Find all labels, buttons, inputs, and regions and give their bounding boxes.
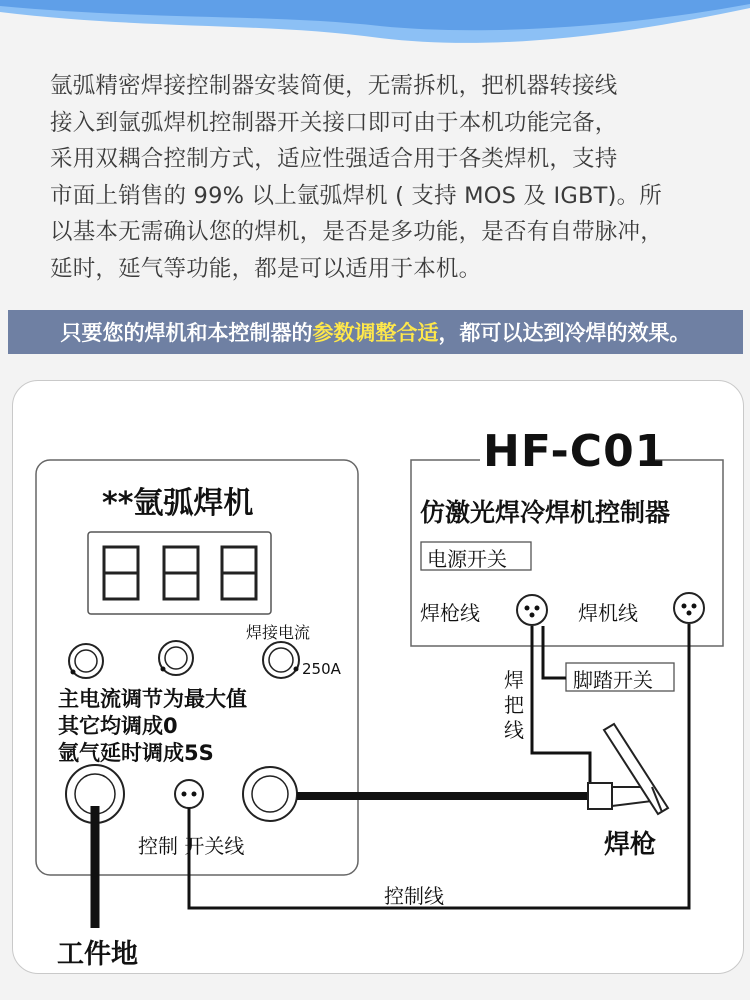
control-wire-label: 控制线 bbox=[384, 884, 444, 908]
intro-line: 延时，延气等功能，都是可以适用于本机。 bbox=[50, 255, 482, 282]
power-switch-label: 电源开关 bbox=[427, 547, 507, 571]
intro-line: 采用双耦合控制方式，适应性强适合用于各类焊机，支持 bbox=[50, 146, 618, 172]
controller-model: HF-C01 bbox=[483, 426, 667, 477]
torch-line-label: 焊枪线 bbox=[420, 601, 480, 625]
intro-line: 氩弧精密焊接控制器安装简便，无需拆机，把机器转接线 bbox=[50, 73, 618, 99]
banner-text-after: ，都可以达到冷焊的效果。 bbox=[438, 321, 691, 345]
current-knob-label: 焊接电流 bbox=[246, 623, 311, 642]
control-port-icon bbox=[175, 780, 203, 808]
intro-line: 市面上销售的 99% 以上氩弧焊机 ( 支持 MOS 及 IGBT)。所 bbox=[50, 182, 662, 209]
banner-text-before: 只要您的焊机和本控制器的 bbox=[60, 321, 313, 345]
torch-socket-icon bbox=[243, 767, 297, 821]
ground-label: 工件地 bbox=[57, 939, 138, 970]
welding-torch-icon bbox=[588, 724, 668, 814]
current-value: 250A bbox=[302, 660, 341, 678]
instruction-line: 主电流调节为最大值 bbox=[58, 687, 247, 711]
control-port-label: 控制 开关线 bbox=[138, 834, 245, 858]
welder-line-label: 焊机线 bbox=[578, 601, 638, 625]
current-knob-icon bbox=[263, 642, 299, 678]
instruction-line: 氩气延时调成5S bbox=[58, 741, 214, 765]
banner-highlight: 参数调整合适 bbox=[312, 321, 439, 345]
knob-icon bbox=[159, 641, 193, 675]
torch-label: 焊枪 bbox=[604, 830, 657, 860]
instruction-line: 其它均调成0 bbox=[58, 714, 178, 738]
torch-line-socket-icon bbox=[517, 595, 547, 625]
controller-name: 仿激光焊冷焊机控制器 bbox=[420, 498, 671, 527]
welder-line-socket-icon bbox=[674, 593, 704, 623]
torch-wire bbox=[532, 626, 590, 790]
knob-icon bbox=[69, 644, 103, 678]
foot-switch-label: 脚踏开关 bbox=[573, 668, 653, 692]
intro-line: 接入到氩弧焊机控制器开关接口即可由于本机功能完备， bbox=[50, 109, 618, 136]
welder-title: **氩弧焊机 bbox=[102, 486, 254, 521]
torch-wire-label: 焊把线 bbox=[504, 668, 524, 742]
intro-line: 以基本无需确认您的焊机，是否是多功能，是否有自带脉冲， bbox=[50, 219, 663, 245]
